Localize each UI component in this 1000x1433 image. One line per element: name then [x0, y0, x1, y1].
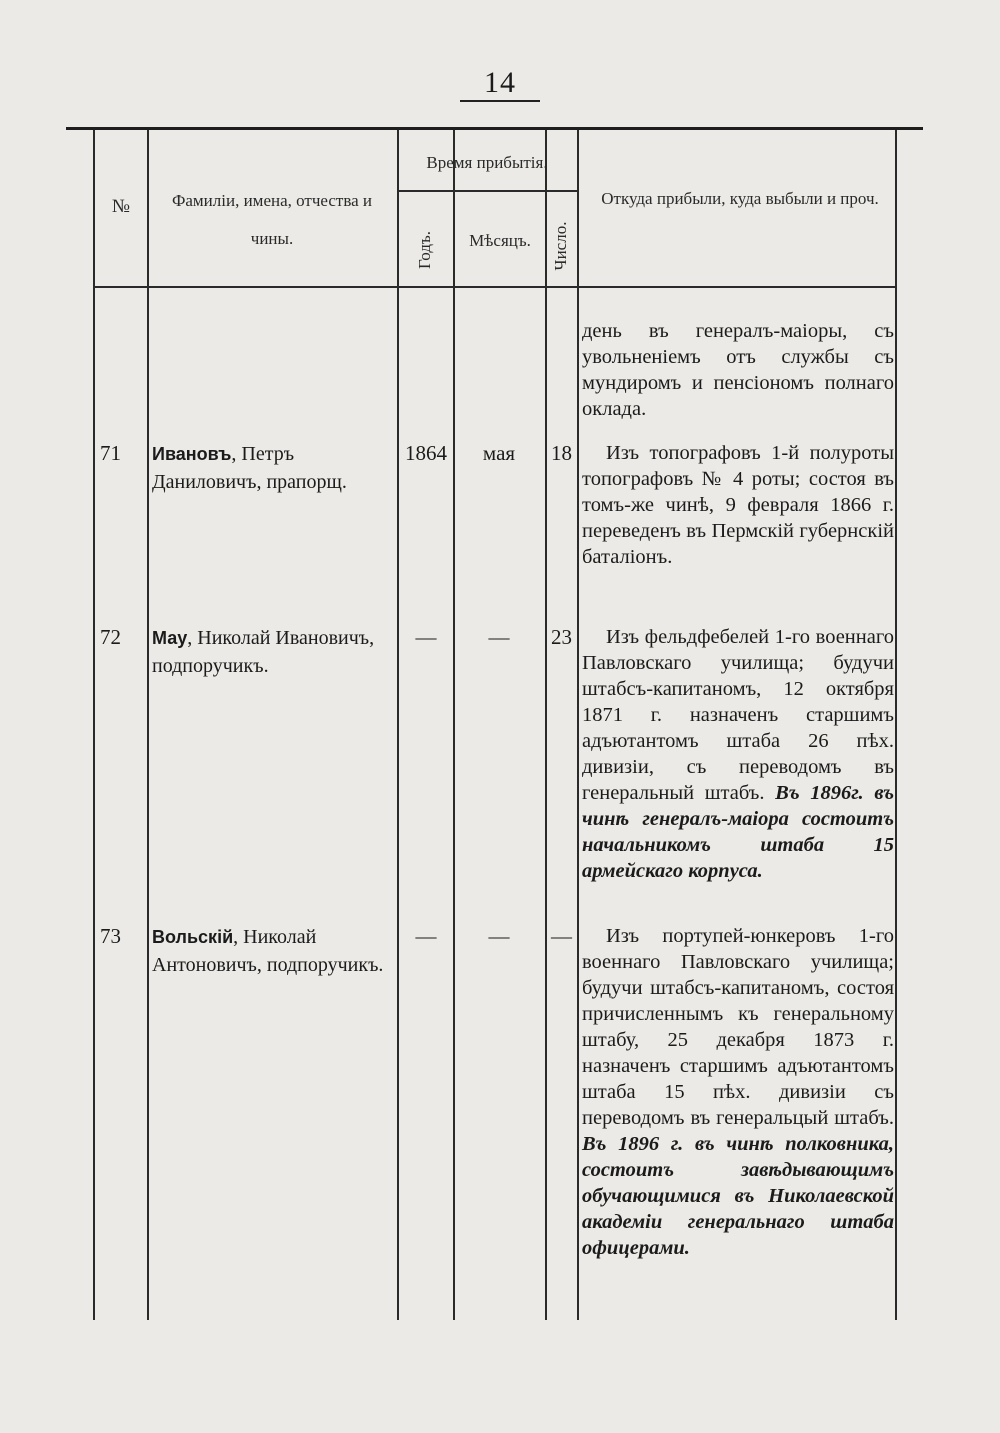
- page-number: 14: [460, 68, 540, 102]
- row-71-surname: Ивановъ: [152, 444, 232, 464]
- arrival-subheader-rule: [397, 190, 577, 192]
- row-72-name-rest: , Николай Ивановичъ, подпоручикъ.: [152, 627, 375, 677]
- header-day: Число.: [551, 221, 570, 271]
- row-72-note-text: Изъ фельдфебелей 1-го военнаго Павловскаго училища; будучи штабсъ-капитаномъ, 12 октября 1871 г. назначенъ старшимъ адъютантомъ штаба 26 пѣх. дивизіи, съ переводомъ въ генеральный штабъ.: [582, 626, 894, 804]
- row-73-year: —: [415, 924, 437, 948]
- row-72-surname: Мау: [152, 628, 188, 648]
- header-year: Годъ.: [415, 230, 434, 270]
- row-72-note-italic: Въ 1896г. въ чинѣ генералъ-маіора состоитъ начальникомъ штаба 15 армейскаго корпуса.: [582, 782, 895, 882]
- col-divider-names: [147, 130, 149, 1320]
- row-71-number: 71: [100, 441, 121, 465]
- row-73-note-text: Изъ портупей-юнкеровъ 1-го военнаго Павловскаго училища; будучи штабсъ-капитаномъ, состоя причисленнымъ къ генеральному штабу, 25 декабря 1873 г. назначенъ старшимъ адъютантомъ штаба 15 пѣх. дивизіи съ переводомъ въ генеральцый штабъ.: [582, 925, 894, 1129]
- top-rule: [66, 127, 923, 130]
- header-bottom-rule: [93, 286, 896, 288]
- row-71-year: 1864: [405, 441, 447, 465]
- row-72-note: [582, 624, 894, 884]
- row-72-day: 23: [551, 625, 572, 649]
- row-71-note: Изъ топографовъ 1-й полуроты топографовъ № 4 роты; состоя въ томъ-же чинѣ, 9 февраля 1866 г. переведенъ въ Пермскій губернскій баталіонъ.: [582, 442, 894, 568]
- col-divider-year: [397, 130, 399, 1320]
- row-72-year: —: [415, 625, 437, 649]
- row-71-name: [152, 440, 392, 496]
- row-73-surname: Вольскій: [152, 927, 234, 947]
- row-73-note-italic: Въ 1896 г. въ чинѣ полковника, состоитъ завѣдывающимъ обучающимися въ Николаевской академіи генеральнаго штаба офицерами.: [582, 1133, 894, 1259]
- col-divider-month: [453, 130, 455, 1320]
- continuation-note: день въ генералъ-маіоры, съ увольненіемъ отъ службы съ мундиромъ и пенсіономъ полнаго оклада.: [582, 320, 894, 420]
- table-border-right: [895, 130, 897, 1320]
- row-72-month: —: [488, 625, 510, 649]
- row-73-name-rest: , Николай Антоновичъ, подпоручикъ.: [152, 926, 384, 976]
- table-border-left: [93, 130, 95, 1320]
- row-73-month: —: [488, 924, 510, 948]
- row-73-day: —: [551, 924, 572, 948]
- row-73-note: [582, 923, 894, 1261]
- header-whence: Откуда прибыли, куда выбыли и проч.: [601, 189, 879, 208]
- header-no: №: [111, 196, 131, 217]
- row-72-number: 72: [100, 625, 121, 649]
- row-71-day: 18: [551, 441, 572, 465]
- row-71-name-rest: , Петръ Даниловичъ, прапорщ.: [152, 443, 347, 493]
- row-72-name: [152, 624, 392, 680]
- row-73-name: [152, 923, 392, 979]
- header-arrival: Время прибытія.: [426, 153, 548, 172]
- row-73-number: 73: [100, 924, 121, 948]
- col-divider-day: [545, 130, 547, 1320]
- header-month: Мѣсяцъ.: [469, 231, 531, 250]
- header-names: Фамиліи, имена, отчества и чины.: [171, 191, 373, 248]
- row-71-month: мая: [482, 441, 516, 465]
- col-divider-notes: [577, 130, 579, 1320]
